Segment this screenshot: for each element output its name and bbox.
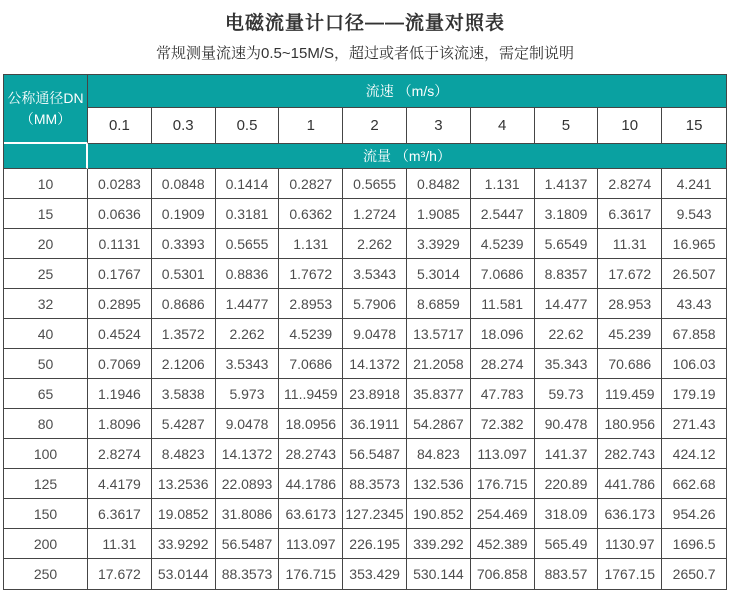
flow-value-cell: 176.715 (471, 469, 535, 499)
flow-value-cell: 88.3573 (343, 469, 407, 499)
flow-value-cell: 452.389 (471, 529, 535, 559)
flow-value-cell: 59.73 (535, 379, 599, 409)
flow-value-cell: 35.8377 (407, 379, 471, 409)
flow-value-cell: 33.9292 (152, 529, 216, 559)
flow-value-cell: 3.3929 (407, 229, 471, 259)
velocity-header-row (4, 75, 726, 108)
flow-value-cell: 8.4823 (152, 439, 216, 469)
flow-value-cell: 0.4524 (88, 319, 152, 349)
flow-value-cell: 0.2895 (88, 289, 152, 319)
flow-value-cell: 5.3014 (407, 259, 471, 289)
flow-value-cell: 9.0478 (216, 409, 280, 439)
table-row (4, 349, 726, 379)
flow-value-cell: 2.262 (216, 319, 280, 349)
flow-value-cell: 706.858 (471, 559, 535, 589)
flow-value-cell: 176.715 (279, 559, 343, 589)
corner-header-line2: （MM） (19, 110, 72, 127)
flow-value-cell: 119.459 (598, 379, 662, 409)
flow-value-cell: 84.823 (407, 439, 471, 469)
flow-value-cell: 271.43 (662, 409, 726, 439)
flow-value-cell: 441.786 (598, 469, 662, 499)
flow-value-cell: 3.1809 (535, 199, 599, 229)
flow-value-cell: 8.8357 (535, 259, 599, 289)
dn-cell: 200 (4, 529, 88, 559)
flow-value-cell: 44.1786 (279, 469, 343, 499)
flow-value-cell: 88.3573 (216, 559, 280, 589)
flow-value-cell: 1.9085 (407, 199, 471, 229)
flow-value-cell: 23.8918 (343, 379, 407, 409)
dn-cell: 100 (4, 439, 88, 469)
flow-value-cell: 18.0956 (279, 409, 343, 439)
table-row (4, 379, 726, 409)
flow-value-cell: 11.31 (88, 529, 152, 559)
flow-value-cell: 70.686 (598, 349, 662, 379)
flow-value-cell: 0.1414 (216, 169, 280, 199)
flow-value-cell: 0.3393 (152, 229, 216, 259)
flow-value-cell: 0.8836 (216, 259, 280, 289)
flow-value-cell: 0.2827 (279, 169, 343, 199)
table-row (4, 529, 726, 559)
velocity-value-cell: 1 (279, 108, 343, 144)
flow-value-cell: 0.7069 (88, 349, 152, 379)
dn-cell: 40 (4, 319, 88, 349)
flow-value-cell: 636.173 (598, 499, 662, 529)
flow-value-cell: 254.469 (471, 499, 535, 529)
flow-value-cell: 1.131 (279, 229, 343, 259)
dn-cell: 80 (4, 409, 88, 439)
flow-header-row (4, 144, 726, 169)
flow-value-cell: 28.274 (471, 349, 535, 379)
dn-cell: 150 (4, 499, 88, 529)
flow-value-cell: 0.1909 (152, 199, 216, 229)
velocity-value-cell: 15 (662, 108, 726, 144)
velocity-value-cell: 0.1 (88, 108, 152, 144)
table-row (4, 469, 726, 499)
flow-value-cell: 16.965 (662, 229, 726, 259)
table-row (4, 229, 726, 259)
flow-value-cell: 0.5655 (343, 169, 407, 199)
flow-value-cell: 0.0283 (88, 169, 152, 199)
flow-value-cell: 127.2345 (343, 499, 407, 529)
dn-cell: 125 (4, 469, 88, 499)
dn-cell: 32 (4, 289, 88, 319)
flow-value-cell: 56.5487 (216, 529, 280, 559)
flow-value-cell: 132.536 (407, 469, 471, 499)
flow-value-cell: 883.57 (535, 559, 599, 589)
flow-value-cell: 6.3617 (598, 199, 662, 229)
velocity-header: 流速 （m/s） (88, 75, 726, 108)
table-row (4, 559, 726, 589)
dn-cell: 50 (4, 349, 88, 379)
velocity-value-cell: 10 (598, 108, 662, 144)
flow-value-cell: 13.2536 (152, 469, 216, 499)
flow-value-cell: 282.743 (598, 439, 662, 469)
flow-value-cell: 5.7906 (343, 289, 407, 319)
corner-header-dn (4, 75, 88, 144)
flow-value-cell: 67.858 (662, 319, 726, 349)
flow-header-spacer (4, 144, 88, 169)
dn-cell: 250 (4, 559, 88, 589)
velocity-value-cell: 3 (407, 108, 471, 144)
table-row (4, 409, 726, 439)
flow-value-cell: 0.8686 (152, 289, 216, 319)
table-row (4, 439, 726, 469)
flow-value-cell: 43.43 (662, 289, 726, 319)
flow-value-cell: 14.1372 (216, 439, 280, 469)
dn-cell: 65 (4, 379, 88, 409)
flow-value-cell: 2.8953 (279, 289, 343, 319)
flow-value-cell: 190.852 (407, 499, 471, 529)
flow-value-cell: 530.144 (407, 559, 471, 589)
flow-value-cell: 113.097 (471, 439, 535, 469)
flow-value-cell: 14.477 (535, 289, 599, 319)
corner-header-line1: 公称通径DN (7, 89, 84, 106)
flow-value-cell: 220.89 (535, 469, 599, 499)
flow-value-cell: 45.239 (598, 319, 662, 349)
flow-rate-table (3, 74, 727, 590)
flow-value-cell: 3.5343 (216, 349, 280, 379)
dn-cell: 15 (4, 199, 88, 229)
flow-value-cell: 17.672 (598, 259, 662, 289)
flow-value-cell: 1.8096 (88, 409, 152, 439)
table-row (4, 499, 726, 529)
table-row (4, 199, 726, 229)
flow-value-cell: 9.0478 (343, 319, 407, 349)
flow-value-cell: 5.6549 (535, 229, 599, 259)
flow-value-cell: 339.292 (407, 529, 471, 559)
flow-value-cell: 18.096 (471, 319, 535, 349)
flow-value-cell: 3.5838 (152, 379, 216, 409)
flow-value-cell: 36.1911 (343, 409, 407, 439)
flow-value-cell: 0.1767 (88, 259, 152, 289)
flow-value-cell: 226.195 (343, 529, 407, 559)
flow-value-cell: 1767.15 (598, 559, 662, 589)
flow-value-cell: 8.6859 (407, 289, 471, 319)
flow-value-cell: 1.1946 (88, 379, 152, 409)
velocity-values-row (4, 108, 726, 144)
flow-value-cell: 4.241 (662, 169, 726, 199)
flow-value-cell: 2.8274 (598, 169, 662, 199)
flow-value-cell: 11.581 (471, 289, 535, 319)
flow-value-cell: 53.0144 (152, 559, 216, 589)
flow-value-cell: 22.62 (535, 319, 599, 349)
flow-value-cell: 26.507 (662, 259, 726, 289)
dn-cell: 10 (4, 169, 88, 199)
flow-value-cell: 954.26 (662, 499, 726, 529)
flow-value-cell: 3.5343 (343, 259, 407, 289)
table-row (4, 319, 726, 349)
page-subtitle: 常规测量流速为0.5~15M/S，超过或者低于该流速，需定制说明 (156, 45, 574, 62)
table-row (4, 169, 726, 199)
flow-value-cell: 0.5301 (152, 259, 216, 289)
flow-value-cell: 1.131 (471, 169, 535, 199)
flow-value-cell: 0.8482 (407, 169, 471, 199)
flow-value-cell: 22.0893 (216, 469, 280, 499)
flow-value-cell: 0.3181 (216, 199, 280, 229)
flow-value-cell: 4.5239 (279, 319, 343, 349)
flow-value-cell: 17.672 (88, 559, 152, 589)
flow-value-cell: 6.3617 (88, 499, 152, 529)
flow-value-cell: 90.478 (535, 409, 599, 439)
flow-value-cell: 179.19 (662, 379, 726, 409)
flow-value-cell: 63.6173 (279, 499, 343, 529)
velocity-value-cell: 4 (471, 108, 535, 144)
flow-value-cell: 4.4179 (88, 469, 152, 499)
flow-value-cell: 0.0848 (152, 169, 216, 199)
flow-value-cell: 0.1131 (88, 229, 152, 259)
flow-value-cell: 1130.97 (598, 529, 662, 559)
flow-value-cell: 1696.5 (662, 529, 726, 559)
flow-value-cell: 11.31 (598, 229, 662, 259)
velocity-value-cell: 2 (343, 108, 407, 144)
flow-value-cell: 56.5487 (343, 439, 407, 469)
flow-value-cell: 141.37 (535, 439, 599, 469)
dn-cell: 25 (4, 259, 88, 289)
flow-value-cell: 0.0636 (88, 199, 152, 229)
table-row (4, 289, 726, 319)
flow-value-cell: 47.783 (471, 379, 535, 409)
flow-value-cell: 28.2743 (279, 439, 343, 469)
velocity-value-cell: 0.3 (152, 108, 216, 144)
flow-value-cell: 2650.7 (662, 559, 726, 589)
flow-value-cell: 14.1372 (343, 349, 407, 379)
flow-value-cell: 1.4137 (535, 169, 599, 199)
flow-value-cell: 72.382 (471, 409, 535, 439)
flow-value-cell: 1.2724 (343, 199, 407, 229)
dn-cell: 20 (4, 229, 88, 259)
flow-value-cell: 19.0852 (152, 499, 216, 529)
flow-value-cell: 13.5717 (407, 319, 471, 349)
flow-value-cell: 4.5239 (471, 229, 535, 259)
flow-value-cell: 565.49 (535, 529, 599, 559)
flow-value-cell: 1.4477 (216, 289, 280, 319)
flow-value-cell: 35.343 (535, 349, 599, 379)
flow-value-cell: 2.5447 (471, 199, 535, 229)
flow-value-cell: 662.68 (662, 469, 726, 499)
flow-value-cell: 31.8086 (216, 499, 280, 529)
velocity-value-cell: 5 (535, 108, 599, 144)
flow-value-cell: 5.973 (216, 379, 280, 409)
flow-value-cell: 2.8274 (88, 439, 152, 469)
flow-value-cell: 2.1206 (152, 349, 216, 379)
page-title: 电磁流量计口径——流量对照表 (224, 13, 505, 34)
flow-value-cell: 9.543 (662, 199, 726, 229)
flow-value-cell: 5.4287 (152, 409, 216, 439)
flow-value-cell: 106.03 (662, 349, 726, 379)
flow-value-cell: 424.12 (662, 439, 726, 469)
flow-value-cell: 7.0686 (279, 349, 343, 379)
flow-value-cell: 180.956 (598, 409, 662, 439)
flow-value-cell: 11..9459 (279, 379, 343, 409)
flow-header: 流量 （m³/h） (88, 144, 726, 169)
flow-value-cell: 28.953 (598, 289, 662, 319)
flow-value-cell: 318.09 (535, 499, 599, 529)
flow-table-body (4, 169, 726, 589)
flow-value-cell: 1.7672 (279, 259, 343, 289)
flow-value-cell: 113.097 (279, 529, 343, 559)
flow-value-cell: 1.3572 (152, 319, 216, 349)
velocity-value-cell: 0.5 (216, 108, 280, 144)
flow-value-cell: 353.429 (343, 559, 407, 589)
flow-value-cell: 7.0686 (471, 259, 535, 289)
flow-value-cell: 0.5655 (216, 229, 280, 259)
flow-value-cell: 2.262 (343, 229, 407, 259)
flow-value-cell: 54.2867 (407, 409, 471, 439)
table-row (4, 259, 726, 289)
flow-value-cell: 0.6362 (279, 199, 343, 229)
flow-value-cell: 21.2058 (407, 349, 471, 379)
